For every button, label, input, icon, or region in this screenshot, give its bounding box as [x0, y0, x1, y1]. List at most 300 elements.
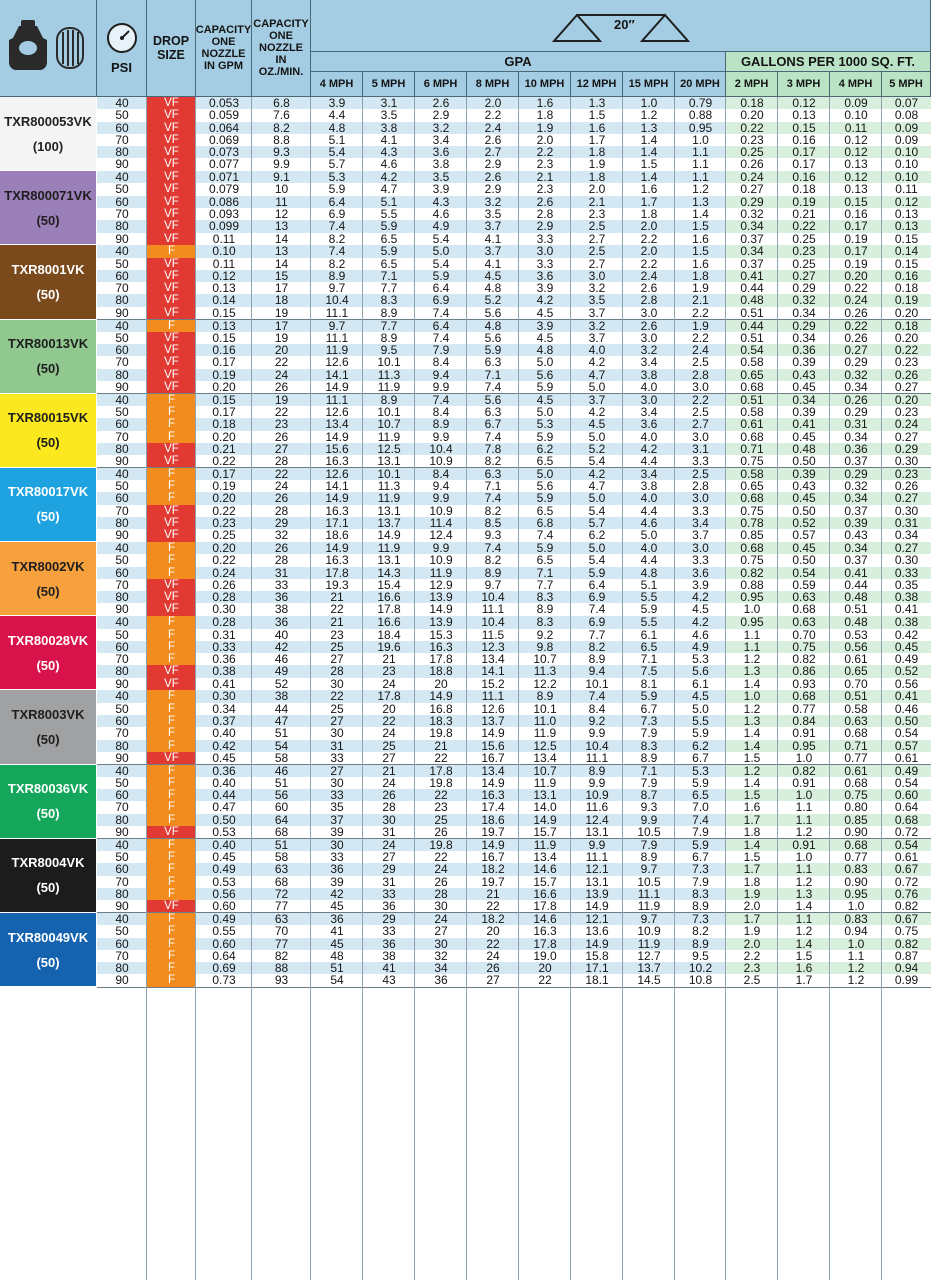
capacity-cell: 0.11: [212, 257, 236, 270]
gpk-cell: 0.93: [792, 677, 816, 690]
gpk-cell: 0.34: [844, 380, 868, 394]
gpk-cell: 1.5: [795, 949, 813, 963]
gpa-cell: 6.3: [484, 467, 502, 481]
gpa-cell: 4.5: [692, 603, 709, 616]
nozzle-model-name: TXR80013VK: [7, 336, 89, 352]
gpa-cell: 1.6: [692, 232, 709, 245]
column-divider: [195, 97, 196, 1280]
gpa-cell: 14.9: [481, 838, 505, 852]
capacity-cell: 46: [274, 653, 289, 666]
gpk-cell: 1.1: [795, 912, 813, 926]
gpk-cell: 2.0: [743, 900, 761, 913]
gpa-cell: 29: [382, 863, 396, 876]
gpa-cell: 13.4: [481, 653, 505, 666]
gpk-cell: 0.48: [792, 442, 816, 456]
gpa-cell: 15.6: [325, 442, 349, 456]
gpa-cell: 8.5: [484, 517, 502, 530]
drop-size-cell: F: [147, 703, 196, 715]
gpa-cell: 9.9: [432, 542, 450, 555]
gpa-cell: 3.0: [692, 430, 709, 443]
capacity-cell: 0.30: [212, 603, 236, 616]
gpa-cell: 8.2: [484, 504, 502, 517]
gpa-cell: 11.9: [377, 380, 401, 394]
gpa-cell: 22: [434, 851, 448, 864]
psi-cell: 60: [115, 715, 129, 728]
gpa-cell: 5.4: [432, 257, 450, 270]
gpa-cell: 17.8: [377, 603, 401, 616]
gpa-cell: 2.8: [640, 294, 658, 307]
nozzle-model-name: TXR8002VK: [11, 558, 85, 574]
gpa-cell: 22: [382, 715, 396, 728]
gpa-cell: 7.9: [640, 838, 658, 852]
gpa-cell: 31: [382, 826, 396, 839]
gpk-cell: 0.54: [894, 776, 919, 790]
gpa-cell: 12.1: [585, 863, 609, 876]
gpa-cell: 4.8: [536, 344, 554, 357]
gpk-cell: 0.46: [894, 702, 919, 715]
drop-size-cell: F: [147, 480, 196, 492]
gpa-cell: 6.5: [536, 554, 554, 567]
gpk-cell: 0.39: [792, 467, 816, 481]
drop-size-cell: F: [147, 888, 196, 900]
psi-cell: 50: [115, 776, 129, 790]
nozzle-pack-count: (50): [36, 509, 60, 525]
gpa-cell: 3.6: [432, 146, 450, 159]
gpa-cell: 6.1: [692, 677, 709, 690]
gpk-cell: 1.7: [795, 974, 813, 987]
gpk-cell: 0.45: [792, 380, 816, 394]
capacity-cell: 0.14: [212, 294, 236, 307]
gpa-cell: 9.9: [588, 727, 606, 740]
gpk-speed-header: 3 MPH: [778, 72, 830, 97]
gpk-cell: 0.12: [844, 146, 868, 159]
psi-cell: 60: [115, 195, 129, 208]
gpa-cell: 30: [330, 677, 344, 690]
gpa-cell: 5.3: [328, 171, 346, 184]
gpk-cell: 0.26: [894, 368, 919, 381]
gpa-cell: 11.1: [585, 751, 609, 765]
gpk-cell: 0.27: [740, 183, 764, 196]
gpk-cell: 0.27: [792, 269, 816, 283]
gpk-cell: 0.10: [894, 171, 919, 184]
drop-size-cell: VF: [147, 208, 196, 220]
psi-header: PSI: [97, 0, 147, 97]
gpa-cell: 27: [434, 925, 448, 938]
capacity-cell: 0.45: [212, 751, 236, 765]
gpa-cell: 13.6: [585, 925, 609, 938]
gpa-cell: 2.6: [536, 195, 554, 208]
gpa-cell: 6.5: [692, 789, 709, 802]
gpk-cell: 1.2: [795, 826, 813, 839]
gpa-cell: 36: [382, 900, 396, 913]
gpk-cell: 0.49: [894, 653, 919, 666]
gpa-cell: 7.9: [692, 826, 709, 839]
gpa-cell: 1.9: [692, 319, 709, 332]
gpa-cell: 6.5: [536, 455, 554, 468]
gpa-cell: 1.8: [536, 109, 554, 122]
nozzle-pack-count: (50): [36, 657, 60, 673]
gpk-cell: 0.71: [740, 442, 764, 456]
gpa-cell: 19.0: [533, 949, 557, 963]
gpk-cell: 0.50: [894, 715, 919, 728]
capacity-cell: 68: [274, 875, 289, 888]
gpk-cell: 0.18: [894, 319, 919, 332]
gpa-cell: 7.0: [692, 801, 709, 814]
psi-cell: 80: [115, 220, 129, 233]
gpk-cell: 1.2: [743, 653, 761, 666]
gpa-cell: 5.9: [536, 430, 554, 443]
capacity-cell: 0.28: [212, 616, 236, 629]
gpa-cell: 2.8: [692, 480, 709, 493]
gpk-cell: 1.8: [743, 875, 761, 888]
gpk-cell: 1.3: [743, 715, 761, 728]
psi-cell: 80: [115, 739, 129, 752]
gpa-cell: 10.9: [637, 925, 661, 938]
gpa-cell: 3.3: [692, 554, 709, 567]
gpa-cell: 1.9: [692, 282, 709, 295]
gpa-cell: 3.7: [484, 245, 502, 258]
gpa-cell: 3.4: [640, 356, 658, 369]
gpa-cell: 9.9: [640, 813, 658, 826]
gpa-cell: 7.1: [484, 480, 502, 493]
capacity-cell: 0.079: [208, 183, 240, 196]
gpk-cell: 0.67: [894, 863, 919, 876]
psi-cell: 90: [115, 232, 129, 245]
gpk-cell: 0.51: [740, 331, 764, 345]
gpa-cell: 2.2: [484, 109, 502, 122]
gpa-cell: 11.1: [325, 393, 349, 406]
gpa-cell: 5.9: [692, 776, 709, 790]
gpa-cell: 3.9: [536, 319, 554, 332]
gpk-cell: 0.18: [894, 282, 919, 295]
capacity-cell: 0.33: [212, 640, 236, 654]
gpa-cell: 4.4: [640, 504, 658, 517]
gpa-cell: 19.8: [429, 776, 453, 790]
psi-cell: 60: [115, 640, 129, 654]
gpk-cell: 1.1: [847, 949, 865, 963]
gpa-cell: 2.6: [484, 133, 502, 147]
gpa-cell: 4.2: [588, 356, 606, 369]
capacity-cell: 20: [274, 344, 289, 357]
gpk-cell: 0.33: [894, 566, 919, 579]
drop-size-cell: F: [147, 839, 196, 851]
drop-size-cell: VF: [147, 134, 196, 146]
gpk-cell: 0.22: [792, 220, 816, 233]
capacity-cell: 63: [274, 912, 289, 926]
gpk-cell: 0.65: [740, 480, 764, 493]
gpa-cell: 7.3: [692, 863, 709, 876]
psi-cell: 90: [115, 380, 129, 394]
capacity-cell: 0.36: [212, 653, 236, 666]
gpk-cell: 0.43: [792, 368, 816, 381]
gpa-cell: 33: [330, 751, 344, 765]
gpa-cell: 11.1: [481, 690, 505, 703]
capacity-cell: 22: [274, 406, 289, 419]
gpa-cell: 7.1: [380, 269, 398, 283]
gpk-speed-header: 2 MPH: [726, 72, 778, 97]
nozzle-pack-count: (50): [36, 806, 60, 822]
gpa-cell: 3.0: [640, 306, 658, 320]
capacity-cell: 0.077: [208, 158, 240, 171]
gpk-cell: 0.34: [844, 492, 868, 505]
gpa-cell: 8.4: [588, 702, 606, 715]
capacity-cell: 0.37: [212, 715, 236, 728]
gpa-cell: 10.5: [637, 875, 661, 888]
psi-cell: 70: [115, 653, 129, 666]
capacity-cell: 70: [274, 925, 289, 938]
psi-cell: 50: [115, 406, 129, 419]
gpa-cell: 2.6: [640, 319, 658, 332]
capacity-cell: 26: [274, 542, 289, 555]
gpk-cell: 1.2: [743, 764, 761, 777]
gpa-cell: 2.0: [588, 183, 606, 196]
spray-angle-header: [311, 0, 931, 52]
gpa-cell: 0.79: [688, 97, 713, 110]
column-divider: [251, 97, 252, 1280]
gpa-cell: 11.9: [325, 344, 349, 357]
capacity-cell: 0.12: [212, 269, 236, 283]
capacity-cell: 0.40: [212, 838, 236, 852]
gpa-cell: 26: [486, 962, 500, 975]
psi-cell: 50: [115, 925, 129, 938]
capacity-cell: 33: [274, 578, 289, 592]
gpk-cell: 0.49: [894, 764, 919, 777]
gpa-cell: 36: [434, 974, 448, 987]
gpa-cell: 4.6: [640, 517, 658, 530]
capacity-cell: 93: [274, 974, 289, 987]
gpa-cell: 6.7: [692, 851, 709, 864]
capacity-cell: 0.059: [208, 109, 240, 122]
gpk-cell: 0.94: [894, 962, 919, 975]
gpa-cell: 7.4: [328, 220, 346, 233]
psi-cell: 80: [115, 887, 129, 901]
drop-size-cell: F: [147, 245, 196, 257]
gpk-cell: 0.44: [740, 319, 764, 332]
gpa-cell: 1.3: [588, 97, 606, 110]
pressure-gauge-icon: [106, 22, 138, 54]
capacity-cell: 0.34: [212, 702, 236, 715]
drop-size-cell: F: [147, 690, 196, 702]
gpa-cell: 9.9: [588, 838, 606, 852]
gpk-cell: 0.95: [844, 887, 868, 901]
gpa-cell: 11.1: [325, 306, 349, 320]
gpa-cell: 11.3: [377, 368, 401, 381]
gpa-cell: 2.5: [692, 406, 709, 419]
psi-cell: 50: [115, 109, 129, 122]
gpa-cell: 10.7: [533, 653, 557, 666]
gpa-cell: 1.5: [640, 158, 658, 171]
gpa-cell: 3.6: [640, 418, 658, 431]
drop-size-cell: VF: [147, 122, 196, 134]
gpa-cell: 11.5: [481, 628, 505, 641]
gpk-cell: 0.68: [844, 838, 868, 852]
gpa-cell: 9.4: [432, 368, 450, 381]
gpa-cell: 20: [434, 677, 448, 690]
psi-cell: 50: [115, 554, 129, 567]
capacity-cell: 32: [274, 529, 289, 542]
gpk-cell: 0.54: [792, 566, 816, 579]
gpa-cell: 4.4: [640, 554, 658, 567]
gpk-cell: 0.95: [740, 616, 764, 629]
gpa-cell: 8.3: [536, 591, 554, 604]
gpa-speed-header: 8 MPH: [467, 72, 519, 97]
gpa-cell: 8.4: [432, 356, 450, 369]
gpk-cell: 0.71: [844, 739, 868, 752]
gpk-cell: 0.75: [740, 455, 764, 468]
gpa-cell: 12.3: [481, 640, 505, 654]
spray-angle-label: 20″: [614, 17, 635, 32]
gpk-cell: 0.13: [844, 183, 868, 196]
gpa-cell: 28: [382, 801, 396, 814]
column-divider: [518, 97, 519, 1280]
capacity-cell: 0.18: [212, 418, 236, 431]
gpa-cell: 43: [382, 974, 396, 987]
gpa-cell: 5.9: [640, 690, 658, 703]
capacity-cell: 0.15: [212, 306, 236, 320]
gpa-cell: 1.4: [640, 171, 658, 184]
gpk-cell: 0.29: [844, 406, 868, 419]
gpa-cell: 15.2: [481, 677, 505, 690]
gpa-cell: 3.0: [588, 269, 606, 283]
gpa-cell: 3.9: [536, 282, 554, 295]
gpa-cell: 5.0: [536, 467, 554, 481]
gpk-cell: 0.75: [740, 554, 764, 567]
gpa-cell: 26: [434, 875, 448, 888]
gpa-cell: 23: [434, 801, 448, 814]
gpa-cell: 27: [330, 715, 344, 728]
gpa-cell: 6.3: [484, 356, 502, 369]
gpk-cell: 0.37: [844, 554, 868, 567]
nozzle-model-name: TXR80028VK: [7, 632, 89, 648]
gpa-cell: 6.7: [692, 751, 709, 765]
gpa-cell: 14.9: [585, 937, 609, 950]
gpk-cell: 0.25: [740, 146, 764, 159]
gpa-cell: 27: [330, 764, 344, 777]
capacity-cell: 0.22: [212, 504, 236, 517]
gpa-cell: 2.2: [692, 393, 709, 406]
psi-cell: 60: [115, 418, 129, 431]
gpk-cell: 0.32: [740, 208, 764, 221]
capacity-cell: 8.8: [273, 133, 290, 147]
gpa-cell: 21: [382, 653, 396, 666]
gpa-cell: 4.9: [432, 220, 450, 233]
drop-size-cell: F: [147, 801, 196, 813]
nozzle-model-name: TXR8001VK: [11, 261, 85, 277]
gpa-cell: 7.4: [484, 380, 502, 394]
gpa-cell: 16.6: [377, 591, 401, 604]
gpa-cell: 19.7: [481, 826, 505, 839]
psi-cell: 50: [115, 851, 129, 864]
gpk-cell: 0.68: [792, 603, 816, 616]
gpa-cell: 15.8: [585, 949, 609, 963]
gpa-cell: 15.7: [533, 875, 557, 888]
psi-cell: 60: [115, 269, 129, 283]
drop-size-cell: F: [147, 938, 196, 950]
gpk-cell: 0.30: [894, 554, 919, 567]
capacity-cell: 0.24: [212, 566, 236, 579]
gpa-cell: 1.8: [588, 171, 606, 184]
gpk-cell: 0.45: [894, 640, 919, 654]
capacity-cell: 19: [274, 306, 289, 320]
gpa-cell: 1.3: [692, 195, 709, 208]
gpa-cell: 9.3: [484, 529, 502, 542]
nozzle-model-name: TXR8003VK: [11, 707, 85, 723]
gpa-cell: 2.1: [588, 195, 606, 208]
drop-size-cell: F: [147, 789, 196, 801]
gpa-cell: 54: [330, 974, 344, 987]
capacity-cell: 0.053: [208, 97, 240, 110]
gpa-cell: 6.2: [536, 442, 554, 456]
gpa-cell: 5.5: [640, 591, 658, 604]
capacity-cell: 0.17: [212, 356, 236, 369]
gpa-cell: 24: [434, 863, 448, 876]
nozzle-pack-count: (50): [36, 583, 60, 599]
gpa-cell: 9.9: [432, 430, 450, 443]
nozzle-pack-count: (50): [36, 732, 60, 748]
gpk-cell: 0.58: [740, 406, 764, 419]
gpa-cell: 31: [330, 739, 344, 752]
gpa-cell: 14.9: [325, 492, 349, 505]
gpa-cell: 31: [382, 875, 396, 888]
gpa-cell: 12.6: [325, 406, 349, 419]
gpa-cell: 11.9: [533, 727, 557, 740]
gpa-cell: 4.4: [640, 455, 658, 468]
drop-size-cell: F: [147, 629, 196, 641]
gpk-cell: 0.38: [894, 616, 919, 629]
gpa-cell: 4.5: [536, 331, 554, 345]
gpa-cell: 2.6: [484, 171, 502, 184]
capacity-cell: 8.2: [273, 121, 290, 134]
capacity-cell: 0.22: [212, 554, 236, 567]
gpa-cell: 5.0: [692, 702, 709, 715]
gpa-cell: 2.9: [432, 109, 450, 122]
capacity-cell: 0.20: [212, 492, 236, 505]
gpa-cell: 6.5: [640, 640, 658, 654]
gpa-cell: 5.2: [588, 442, 606, 456]
gpa-cell: 14.5: [637, 974, 661, 987]
capacity-cell: 0.064: [208, 121, 240, 134]
gpa-cell: 13.1: [585, 875, 609, 888]
gpa-cell: 17.8: [429, 764, 453, 777]
gpa-cell: 3.3: [536, 232, 554, 245]
gpa-cell: 10.8: [688, 974, 713, 987]
gpk-cell: 0.16: [792, 133, 816, 147]
gpa-cell: 12.4: [429, 529, 453, 542]
gpa-cell: 24: [486, 949, 500, 963]
gpa-cell: 9.7: [640, 863, 658, 876]
gpk-cell: 0.83: [844, 912, 868, 926]
gpa-cell: 6.3: [484, 406, 502, 419]
drop-size-cell: F: [147, 431, 196, 443]
gpk-cell: 0.72: [894, 826, 919, 839]
capacity-cell: 10: [274, 183, 289, 196]
psi-cell: 50: [115, 183, 129, 196]
psi-cell: 40: [115, 245, 129, 258]
capacity-cell: 0.69: [212, 962, 236, 975]
gpa-cell: 8.9: [380, 393, 398, 406]
gpa-cell: 10.4: [481, 616, 505, 629]
capacity-cell: 26: [274, 492, 289, 505]
gpa-cell: 10.2: [688, 962, 713, 975]
drop-size-cell: VF: [147, 678, 196, 690]
capacity-cell: 17: [274, 319, 289, 332]
drop-size-cell: VF: [147, 332, 196, 344]
capacity-cell: 0.20: [212, 430, 236, 443]
gpa-cell: 3.4: [640, 467, 658, 481]
gpk-cell: 1.1: [743, 628, 761, 641]
gpk-cell: 0.34: [740, 220, 764, 233]
gpa-cell: 9.5: [380, 344, 398, 357]
